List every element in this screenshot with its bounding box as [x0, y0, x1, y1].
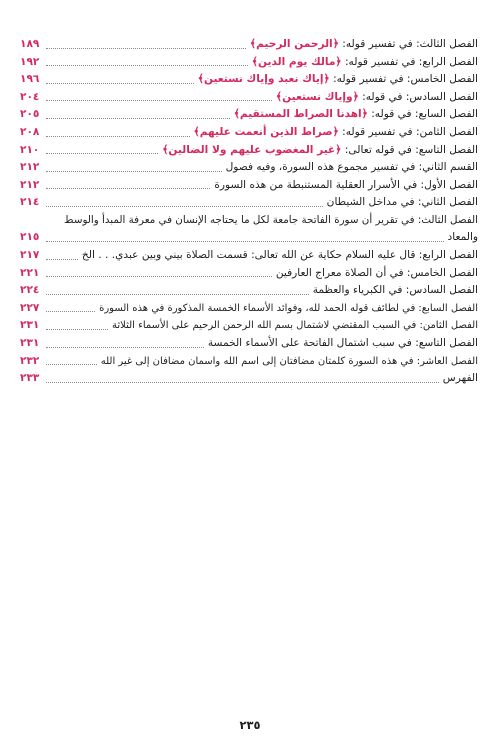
- toc-entry-title: الفصل الخامس: في تفسير قوله: ﴿إياك نعبد وإياك نستعين﴾: [197, 73, 478, 86]
- toc-entry-title: الفهرس: [442, 372, 478, 385]
- quran-quote: ﴿غير المغضوب عليهم ولا الضالين﴾: [162, 143, 342, 156]
- toc-page-number: ٢٠٤: [20, 90, 40, 103]
- toc-entry-title: الفصل السادس: في الكبرياء والعظمة: [312, 284, 478, 297]
- dot-leader: [46, 136, 190, 137]
- toc-entry-title: الفصل السابع: في لطائف قوله الحمد لله، وفوائد الأسماء الخمسة المذكورة في هذه السورة: [99, 302, 478, 314]
- toc-entry: [20, 300, 478, 318]
- toc-entry: [20, 177, 478, 195]
- toc-entry: [20, 36, 478, 54]
- toc-page-number: ٢٢١: [20, 266, 40, 279]
- toc-entry-title: الفصل التاسع: في قوله تعالى: ﴿غير المغضوب عليهم ولا الضالين﴾: [162, 143, 478, 156]
- toc-page-number: ٢٠٥: [20, 108, 40, 121]
- toc-page-number: ٢٠٨: [20, 125, 40, 138]
- toc-entry: [20, 247, 478, 265]
- toc-page-number: ٢٣٢: [20, 354, 40, 367]
- toc-page-number: ٢٣١: [20, 319, 40, 332]
- dot-leader: [46, 83, 194, 84]
- quran-quote: ﴿صراط الذين أنعمت عليهم﴾: [193, 125, 339, 138]
- toc-page-number: ١٨٩: [20, 38, 40, 50]
- toc-page-number: ١٩٢: [20, 55, 40, 68]
- toc-entry: [20, 265, 478, 283]
- toc-entry-title: الفصل الخامس: في أن الصلاة معراج العارفين: [275, 266, 478, 279]
- quran-quote: ﴿وإياك نستعين﴾: [275, 90, 359, 103]
- toc-entry-title: الفصل الأول: في الأسرار العقلية المستنبطة من هذه السورة: [214, 178, 478, 191]
- toc-entry: [20, 335, 478, 353]
- dot-leader: [46, 171, 222, 172]
- toc-page-number: ١٩٦: [20, 73, 40, 86]
- dot-leader: [46, 65, 248, 66]
- quran-quote: ﴿الرحمن الرحيم﴾: [249, 38, 339, 50]
- quran-quote: ﴿اهدنا الصراط المستقيم﴾: [233, 108, 368, 121]
- toc-entry: [20, 124, 478, 142]
- toc-entry-title: الفصل الثالث: في تفسير قوله: ﴿الرحمن الرحيم﴾: [249, 38, 478, 50]
- table-of-contents: [20, 36, 478, 388]
- dot-leader: [46, 100, 272, 101]
- dot-leader: [46, 259, 78, 260]
- dot-leader: [46, 294, 309, 295]
- toc-entry-title: الفصل الثاني: في مداخل الشيطان: [326, 196, 478, 209]
- toc-entry-title: الفصل الثالث: في تقرير أن سورة الفاتحة جامعة لكل ما يحتاجه الإنسان في معرفة المبدأ والوسط: [64, 213, 478, 226]
- toc-page-number: ٢٣١: [20, 336, 40, 349]
- toc-entry-title: الفصل الرابع: في تفسير قوله: ﴿مالك يوم الدين﴾: [251, 55, 478, 68]
- toc-entry-title: الفصل الرابع: قال عليه السلام حكاية عن الله تعالى: قسمت الصلاة بيني وبين عبدي. . . الخ: [81, 248, 478, 261]
- page-number: ٢٣٥: [239, 718, 261, 732]
- dot-leader: [46, 276, 272, 277]
- toc-entry-title: الفصل السادس: في قوله: ﴿وإياك نستعين﴾: [275, 90, 478, 103]
- toc-page-number: ٢١٢: [20, 161, 40, 174]
- dot-leader: [46, 206, 323, 207]
- toc-entry-title: القسم الثاني: في تفسير مجموع هذه السورة، وفيه فصول: [225, 161, 478, 174]
- quran-quote: ﴿إياك نعبد وإياك نستعين﴾: [197, 73, 330, 86]
- dot-leader: [46, 329, 108, 330]
- toc-page-number: ٢١٠: [20, 143, 40, 156]
- toc-entry: [20, 317, 478, 335]
- toc-page-number: ٢١٧: [20, 248, 40, 261]
- toc-entry: [20, 54, 478, 72]
- dot-leader: [46, 382, 439, 383]
- toc-page-number: ٢١٥: [20, 231, 40, 244]
- toc-entry: [20, 89, 478, 107]
- toc-entry: [20, 106, 478, 124]
- toc-page-number: ٢٢٤: [20, 284, 40, 297]
- toc-entry-title: الفصل العاشر: في هذه السورة كلمتان مضافتان إلى اسم الله واسمان مضافان إلى غير الله: [100, 355, 478, 367]
- toc-entry: [20, 142, 478, 160]
- quran-quote: ﴿مالك يوم الدين﴾: [251, 55, 342, 68]
- toc-entry-title: الفصل السابع: في قوله: ﴿اهدنا الصراط المستقيم﴾: [233, 108, 478, 121]
- dot-leader: [46, 347, 204, 348]
- toc-entry: [20, 194, 478, 212]
- dot-leader: [46, 118, 230, 119]
- dot-leader: [46, 153, 158, 154]
- toc-entry: [20, 370, 478, 388]
- toc-entry: [20, 71, 478, 89]
- toc-entry-multiline: [20, 212, 478, 247]
- toc-page-number: ٢١٢: [20, 178, 40, 191]
- toc-entry-title: الفصل التاسع: في سبب اشتمال الفاتحة على الأسماء الخمسة: [207, 336, 478, 349]
- toc-entry: [20, 159, 478, 177]
- dot-leader: [46, 188, 210, 189]
- toc-page-number: ٢٢٧: [20, 301, 40, 314]
- toc-entry-title: الفصل الثامن: في السبب المقتضي لاشتمال بسم الله الرحمن الرحيم على الأسماء الثلاثة: [111, 320, 478, 332]
- dot-leader: [46, 48, 246, 49]
- toc-entry: [20, 282, 478, 300]
- toc-page-number: ٢٣٣: [20, 372, 40, 385]
- toc-entry-continuation: والمعاد ٢١٥: [20, 229, 478, 247]
- toc-page-number: ٢١٤: [20, 196, 40, 209]
- toc-entry-title: الفصل الثامن: في تفسير قوله: ﴿صراط الذين أنعمت عليهم﴾: [193, 125, 478, 138]
- dot-leader: [46, 311, 95, 312]
- dot-leader: [46, 364, 97, 365]
- toc-entry: [20, 353, 478, 371]
- dot-leader: [46, 241, 444, 242]
